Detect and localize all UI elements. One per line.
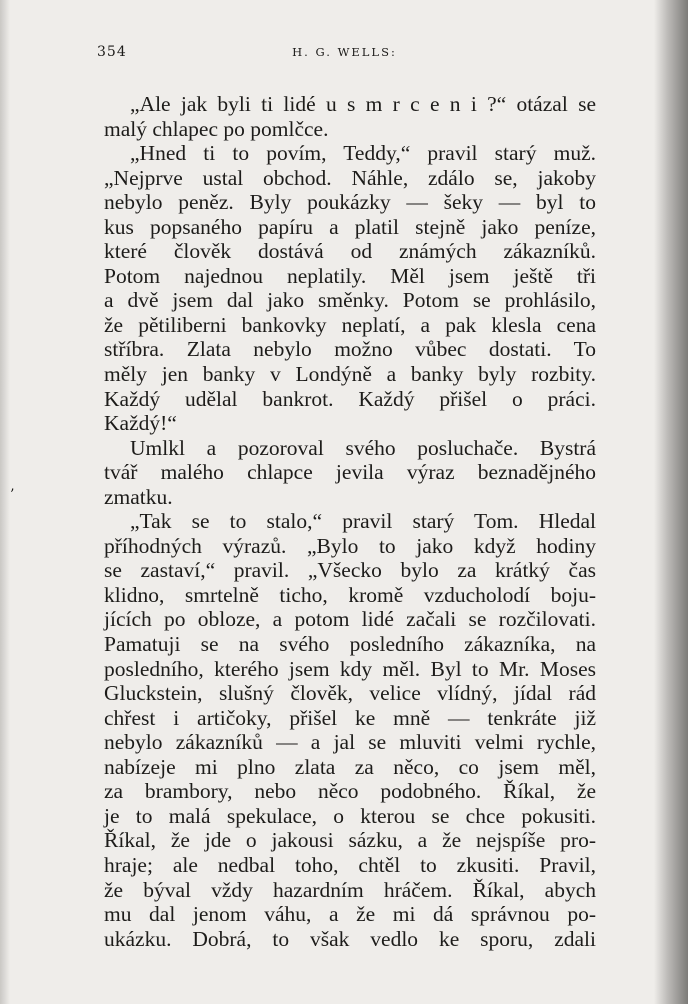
text-line: měly jen banky v Londýně a banky byly rozbity. <box>104 362 596 387</box>
text-line: příhodných výrazů. „Bylo to jako když hodiny <box>104 533 596 558</box>
text-line: Každý udělal bankrot. Každý přišel o práci. <box>104 386 596 411</box>
text-line: se zastaví,“ pravil. „Všecko bylo za krátký čas <box>104 558 596 583</box>
body-text <box>104 92 596 951</box>
margin-mark: ’ <box>10 487 15 503</box>
text-line: Pamatuji se na svého posledního zákazníka, na <box>104 632 596 657</box>
text-line: mu dal jenom váhu, a že mi dá správnou po- <box>104 902 596 927</box>
text-line: Každý!“ <box>104 411 177 436</box>
text-line: které člověk dostává od známých zákazníků. <box>104 239 596 264</box>
running-head: H. G. WELLS: <box>292 45 397 59</box>
text-line: ukázku. Dobrá, to však vedlo ke sporu, zdali <box>104 926 596 951</box>
text-line: malý chlapec po pomlčce. <box>104 116 329 141</box>
text-line: že býval vždy hazardním hráčem. Říkal, abych <box>104 877 596 902</box>
text-line: nebylo zákazníků — a jal se mluviti velmi rychle, <box>104 730 596 755</box>
text-line: za brambory, nebo něco podobného. Říkal, že <box>104 779 596 804</box>
text-line: stříbra. Zlata nebylo možno vůbec dostati. To <box>104 337 596 362</box>
page-number: 354 <box>97 44 127 60</box>
text-line: posledního, kterého jsem kdy měl. Byl to Mr. Moses <box>104 656 596 681</box>
text-line: Umlkl a pozoroval svého posluchače. Bystrá <box>130 435 596 460</box>
text-line: „Ale jak byli ti lidé u s m r c e n i ?“ otázal se <box>130 92 596 116</box>
text-line: nebylo peněz. Byly poukázky — šeky — byl to <box>104 190 596 215</box>
text-line: Říkal, že jde o jakousi sázku, a že nejspíše pro- <box>104 828 596 853</box>
scan-shadow-left <box>0 0 10 1004</box>
text-line: nabízeje mi plno zlata za něco, co jsem měl, <box>104 754 596 779</box>
text-line: zmatku. <box>104 484 173 509</box>
text-line: „Tak se to stalo,“ pravil starý Tom. Hledal <box>130 509 596 534</box>
text-line: že pětiliberni bankovky neplatí, a pak klesla cena <box>104 312 596 337</box>
text-line: kus popsaného papíru a platil stejně jako peníze, <box>104 214 596 239</box>
text-line: Gluckstein, slušný člověk, velice vlídný, jídal rád <box>104 681 596 706</box>
text-line: klidno, smrtelně ticho, kromě vzducholodí boju- <box>104 582 596 607</box>
text-line: jících po obloze, a potom lidé začali se rozčilovati. <box>104 607 596 632</box>
text-line: tvář malého chlapce jevila výraz beznadějného <box>104 460 596 485</box>
text-line: chřest i artičoky, přišel ke mně — tenkráte již <box>104 705 596 730</box>
text-line: a dvě jsem dal jako směnky. Potom se prohlásilo, <box>104 288 596 313</box>
text-line: Potom najednou neplatily. Měl jsem ještě tři <box>104 263 596 288</box>
text-line: hraje; ale nedbal toho, chtěl to zkusiti. Pravil, <box>104 852 596 877</box>
text-line: „Hned ti to povím, Teddy,“ pravil starý muž. <box>130 141 596 166</box>
page-header <box>97 44 592 66</box>
text-line: „Nejprve ustal obchod. Náhle, zdálo se, jakoby <box>104 165 596 190</box>
text-line: je to malá spekulace, o kterou se chce pokusiti. <box>104 803 596 828</box>
scan-edge-shadow <box>654 0 688 1004</box>
